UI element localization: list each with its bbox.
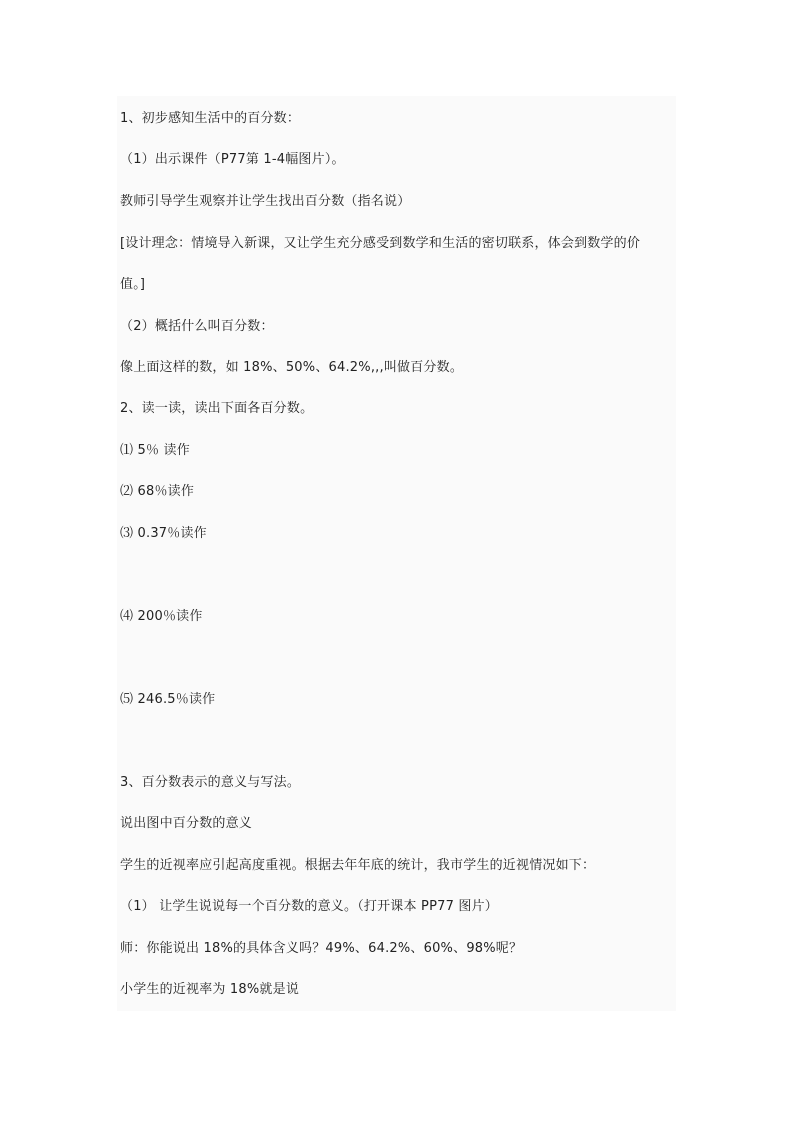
read-item-5: ⑸ 246.5％读作 xyxy=(120,692,216,707)
read-item-4: ⑷ 200％读作 xyxy=(120,609,203,624)
document-page xyxy=(117,96,676,1011)
myopia-rate-statement: 小学生的近视率为 18%就是说 xyxy=(120,982,300,997)
teacher-guidance: 教师引导学生观察并让学生找出百分数（指名说） xyxy=(120,194,411,209)
step-1-discuss: （1） 让学生说说每一个百分数的意义。（打开课本 PP77 图片） xyxy=(120,899,498,914)
design-concept-line-1: [设计理念：情境导入新课，又让学生充分感受到数学和生活的密切联系，体会到数学的价 xyxy=(120,236,641,251)
step-2-summary: （2）概括什么叫百分数： xyxy=(120,319,274,334)
read-item-1: ⑴ 5％ 读作 xyxy=(120,443,190,458)
meaning-prompt: 说出图中百分数的意义 xyxy=(120,816,253,831)
section-1-heading: 1、初步感知生活中的百分数： xyxy=(120,111,301,126)
section-2-heading: 2、读一读，读出下面各百分数。 xyxy=(120,401,314,416)
step-1-show-courseware: （1）出示课件（P77第 1-4幅图片）。 xyxy=(120,152,345,167)
design-concept-line-2: 值。] xyxy=(120,277,146,292)
teacher-question: 师：你能说出 18%的具体含义吗？49%、64.2%、60%、98%呢？ xyxy=(120,941,523,956)
percent-definition: 像上面这样的数，如 18%、50%、64.2%,,,叫做百分数。 xyxy=(120,360,464,375)
read-item-3: ⑶ 0.37％读作 xyxy=(120,526,207,541)
myopia-intro: 学生的近视率应引起高度重视。根据去年年底的统计，我市学生的近视情况如下： xyxy=(120,858,596,873)
read-item-2: ⑵ 68％读作 xyxy=(120,484,195,499)
section-3-heading: 3、百分数表示的意义与写法。 xyxy=(120,775,301,790)
